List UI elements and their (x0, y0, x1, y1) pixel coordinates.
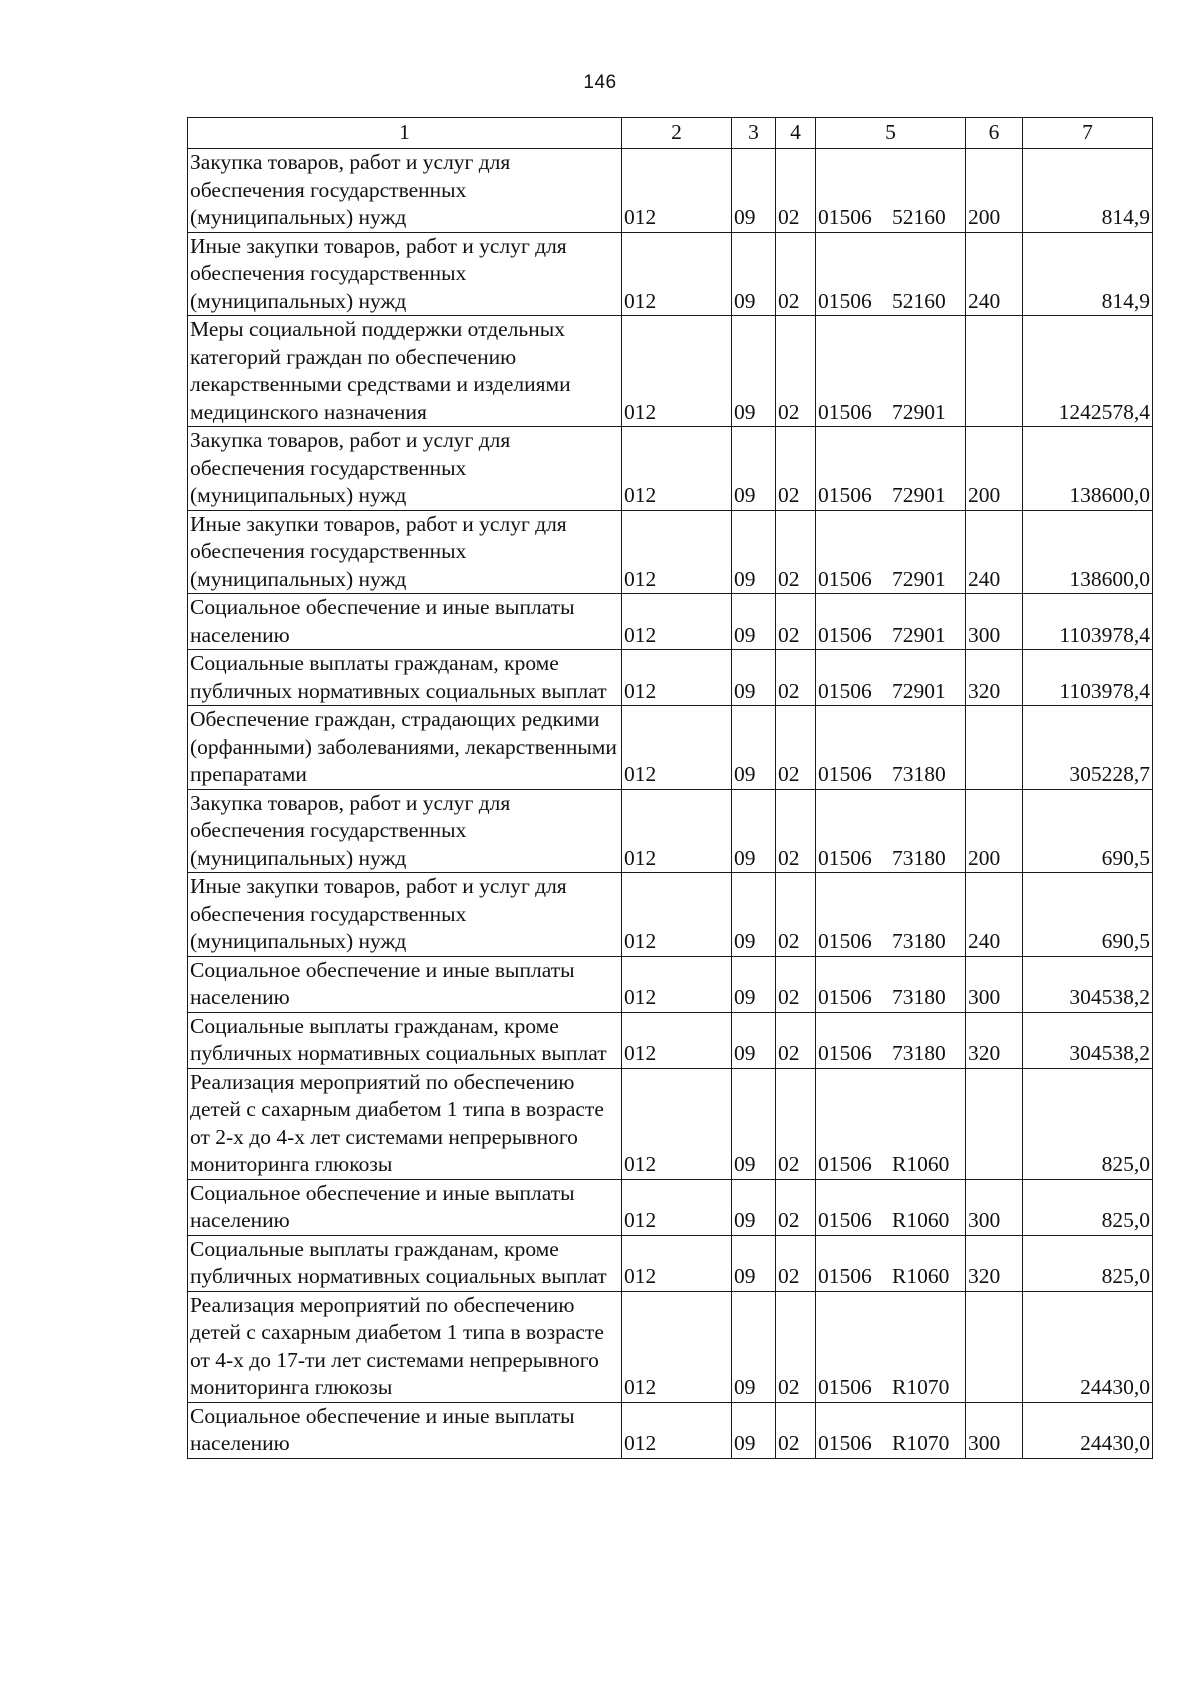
row-subsection-code: 02 (776, 650, 816, 706)
row-expense-type: 200 (966, 789, 1023, 873)
row-amount: 825,0 (1023, 1179, 1153, 1235)
row-target-article-direction: R1070 (892, 1431, 950, 1455)
row-target-article (816, 873, 966, 957)
row-section-code: 09 (732, 232, 776, 316)
row-name: Меры социальной поддержки отдельных категорий граждан по обеспечению лекарственными средствами и изделиями медицинского назначения (188, 316, 622, 427)
row-amount: 825,0 (1023, 1068, 1153, 1179)
table-header-row (188, 118, 1153, 149)
row-section-code: 09 (732, 1012, 776, 1068)
row-target-article-direction: R1070 (892, 1375, 950, 1399)
row-subsection-code: 02 (776, 1235, 816, 1291)
row-target-article (816, 1235, 966, 1291)
row-amount: 825,0 (1023, 1235, 1153, 1291)
row-target-article (816, 650, 966, 706)
row-amount: 24430,0 (1023, 1402, 1153, 1458)
row-target-article (816, 427, 966, 511)
row-section-code: 09 (732, 1179, 776, 1235)
row-subsection-code: 02 (776, 149, 816, 233)
row-target-article-direction: 73180 (892, 762, 946, 786)
header-col-4: 4 (776, 118, 816, 149)
row-ved-code: 012 (622, 232, 732, 316)
table-row (188, 1235, 1153, 1291)
row-amount: 305228,7 (1023, 706, 1153, 790)
table-row (188, 1012, 1153, 1068)
row-target-article-direction: R1060 (892, 1264, 950, 1288)
table-row (188, 1179, 1153, 1235)
row-target-article-program: 01506 (818, 929, 872, 953)
table-row (188, 650, 1153, 706)
row-name: Социальное обеспечение и иные выплаты населению (188, 594, 622, 650)
row-subsection-code: 02 (776, 956, 816, 1012)
row-amount: 1103978,4 (1023, 650, 1153, 706)
row-target-article-direction: 72901 (892, 483, 946, 507)
header-col-7: 7 (1023, 118, 1153, 149)
row-expense-type: 300 (966, 956, 1023, 1012)
row-target-article (816, 316, 966, 427)
table-row (188, 232, 1153, 316)
row-name: Социальные выплаты гражданам, кроме публичных нормативных социальных выплат (188, 650, 622, 706)
row-ved-code: 012 (622, 1291, 732, 1402)
row-expense-type (966, 316, 1023, 427)
row-name: Иные закупки товаров, работ и услуг для обеспечения государственных (муниципальных) нужд (188, 232, 622, 316)
row-section-code: 09 (732, 1235, 776, 1291)
row-target-article (816, 232, 966, 316)
row-expense-type: 320 (966, 650, 1023, 706)
row-subsection-code: 02 (776, 1012, 816, 1068)
row-section-code: 09 (732, 510, 776, 594)
row-amount: 138600,0 (1023, 510, 1153, 594)
row-target-article (816, 789, 966, 873)
row-target-article-program: 01506 (818, 985, 872, 1009)
row-target-article (816, 510, 966, 594)
table-row (188, 873, 1153, 957)
row-name: Социальное обеспечение и иные выплаты населению (188, 1402, 622, 1458)
header-col-1: 1 (188, 118, 622, 149)
row-section-code: 09 (732, 873, 776, 957)
row-ved-code: 012 (622, 316, 732, 427)
row-target-article-direction: R1060 (892, 1208, 950, 1232)
table-row (188, 1402, 1153, 1458)
row-subsection-code: 02 (776, 232, 816, 316)
row-expense-type: 200 (966, 427, 1023, 511)
table-row (188, 594, 1153, 650)
row-target-article (816, 1402, 966, 1458)
row-ved-code: 012 (622, 873, 732, 957)
header-col-3: 3 (732, 118, 776, 149)
row-amount: 1103978,4 (1023, 594, 1153, 650)
row-name: Социальное обеспечение и иные выплаты населению (188, 1179, 622, 1235)
row-target-article-program: 01506 (818, 1208, 872, 1232)
row-target-article-program: 01506 (818, 1152, 872, 1176)
table-row (188, 149, 1153, 233)
row-name: Реализация мероприятий по обеспечению детей с сахарным диабетом 1 типа в возрасте от 4-х до 17-ти лет системами непрерывного мониторинга глюкозы (188, 1291, 622, 1402)
table-row (188, 1068, 1153, 1179)
row-section-code: 09 (732, 1068, 776, 1179)
row-ved-code: 012 (622, 427, 732, 511)
row-name: Закупка товаров, работ и услуг для обеспечения государственных (муниципальных) нужд (188, 789, 622, 873)
row-amount: 304538,2 (1023, 956, 1153, 1012)
header-col-5: 5 (816, 118, 966, 149)
row-expense-type: 300 (966, 1179, 1023, 1235)
row-target-article-direction: 72901 (892, 399, 946, 424)
page-number: 146 (583, 72, 617, 93)
row-target-article-program: 01506 (818, 1264, 872, 1288)
row-expense-type (966, 1068, 1023, 1179)
row-amount: 138600,0 (1023, 427, 1153, 511)
row-ved-code: 012 (622, 650, 732, 706)
row-section-code: 09 (732, 149, 776, 233)
table-row (188, 956, 1153, 1012)
row-ved-code: 012 (622, 1402, 732, 1458)
row-ved-code: 012 (622, 510, 732, 594)
row-amount: 814,9 (1023, 232, 1153, 316)
row-name: Закупка товаров, работ и услуг для обеспечения государственных (муниципальных) нужд (188, 149, 622, 233)
row-target-article-program: 01506 (818, 762, 872, 786)
header-col-2: 2 (622, 118, 732, 149)
row-target-article (816, 1179, 966, 1235)
table-row (188, 510, 1153, 594)
row-target-article-program: 01506 (818, 845, 872, 870)
table-row (188, 1291, 1153, 1402)
row-target-article (816, 706, 966, 790)
row-ved-code: 012 (622, 594, 732, 650)
row-target-article-direction: 73180 (892, 929, 946, 953)
row-ved-code: 012 (622, 1179, 732, 1235)
row-target-article (816, 956, 966, 1012)
table-row (188, 789, 1153, 873)
row-section-code: 09 (732, 316, 776, 427)
row-ved-code: 012 (622, 1068, 732, 1179)
row-subsection-code: 02 (776, 427, 816, 511)
row-expense-type: 240 (966, 873, 1023, 957)
row-subsection-code: 02 (776, 706, 816, 790)
row-expense-type: 320 (966, 1235, 1023, 1291)
row-target-article-program: 01506 (818, 399, 872, 424)
row-expense-type: 200 (966, 149, 1023, 233)
row-target-article-direction: 73180 (892, 1041, 946, 1065)
row-subsection-code: 02 (776, 1068, 816, 1179)
row-target-article-direction: 72901 (892, 566, 946, 591)
row-section-code: 09 (732, 650, 776, 706)
row-section-code: 09 (732, 789, 776, 873)
row-expense-type: 320 (966, 1012, 1023, 1068)
row-expense-type: 300 (966, 1402, 1023, 1458)
row-target-article-direction: 73180 (892, 985, 946, 1009)
budget-table (187, 117, 1153, 1459)
row-subsection-code: 02 (776, 1291, 816, 1402)
row-expense-type: 300 (966, 594, 1023, 650)
row-target-article-program: 01506 (818, 1375, 872, 1399)
row-target-article (816, 594, 966, 650)
row-subsection-code: 02 (776, 510, 816, 594)
row-expense-type: 240 (966, 232, 1023, 316)
row-target-article-direction: 52160 (892, 205, 946, 229)
row-target-article-program: 01506 (818, 288, 872, 313)
row-target-article-program: 01506 (818, 678, 872, 703)
row-name: Закупка товаров, работ и услуг для обеспечения государственных (муниципальных) нужд (188, 427, 622, 511)
header-col-6: 6 (966, 118, 1023, 149)
row-ved-code: 012 (622, 706, 732, 790)
row-name: Социальное обеспечение и иные выплаты населению (188, 956, 622, 1012)
row-section-code: 09 (732, 1402, 776, 1458)
row-name: Обеспечение граждан, страдающих редкими (орфанными) заболеваниями, лекарственными препаратами (188, 706, 622, 790)
row-name: Реализация мероприятий по обеспечению детей с сахарным диабетом 1 типа в возрасте от 2-х до 4-х лет системами непрерывного мониторинга глюкозы (188, 1068, 622, 1179)
row-name: Иные закупки товаров, работ и услуг для обеспечения государственных (муниципальных) нужд (188, 510, 622, 594)
row-amount: 304538,2 (1023, 1012, 1153, 1068)
row-target-article-direction: 52160 (892, 288, 946, 313)
row-section-code: 09 (732, 1291, 776, 1402)
table-body (188, 149, 1153, 1459)
row-subsection-code: 02 (776, 873, 816, 957)
row-target-article-direction: R1060 (892, 1152, 950, 1176)
row-amount: 814,9 (1023, 149, 1153, 233)
row-ved-code: 012 (622, 149, 732, 233)
row-ved-code: 012 (622, 789, 732, 873)
row-target-article (816, 1068, 966, 1179)
row-ved-code: 012 (622, 1012, 732, 1068)
table-row (188, 706, 1153, 790)
row-target-article-direction: 72901 (892, 622, 946, 647)
row-subsection-code: 02 (776, 594, 816, 650)
table-row (188, 427, 1153, 511)
row-ved-code: 012 (622, 956, 732, 1012)
row-section-code: 09 (732, 706, 776, 790)
row-target-article-direction: 72901 (892, 678, 946, 703)
row-name: Иные закупки товаров, работ и услуг для обеспечения государственных (муниципальных) нужд (188, 873, 622, 957)
row-section-code: 09 (732, 956, 776, 1012)
row-name: Социальные выплаты гражданам, кроме публичных нормативных социальных выплат (188, 1012, 622, 1068)
row-name: Социальные выплаты гражданам, кроме публичных нормативных социальных выплат (188, 1235, 622, 1291)
row-subsection-code: 02 (776, 1402, 816, 1458)
row-expense-type (966, 1291, 1023, 1402)
row-subsection-code: 02 (776, 1179, 816, 1235)
row-ved-code: 012 (622, 1235, 732, 1291)
row-target-article-program: 01506 (818, 1041, 872, 1065)
row-target-article (816, 1012, 966, 1068)
table-row (188, 316, 1153, 427)
row-target-article (816, 1291, 966, 1402)
row-target-article-program: 01506 (818, 566, 872, 591)
row-expense-type (966, 706, 1023, 790)
row-expense-type: 240 (966, 510, 1023, 594)
row-target-article (816, 149, 966, 233)
row-target-article-program: 01506 (818, 622, 872, 647)
row-target-article-program: 01506 (818, 1431, 872, 1455)
row-target-article-direction: 73180 (892, 845, 946, 870)
row-amount: 690,5 (1023, 873, 1153, 957)
row-section-code: 09 (732, 427, 776, 511)
row-amount: 24430,0 (1023, 1291, 1153, 1402)
row-target-article-program: 01506 (818, 483, 872, 507)
row-target-article-program: 01506 (818, 205, 872, 229)
row-subsection-code: 02 (776, 789, 816, 873)
row-amount: 1242578,4 (1023, 316, 1153, 427)
row-section-code: 09 (732, 594, 776, 650)
row-subsection-code: 02 (776, 316, 816, 427)
row-amount: 690,5 (1023, 789, 1153, 873)
